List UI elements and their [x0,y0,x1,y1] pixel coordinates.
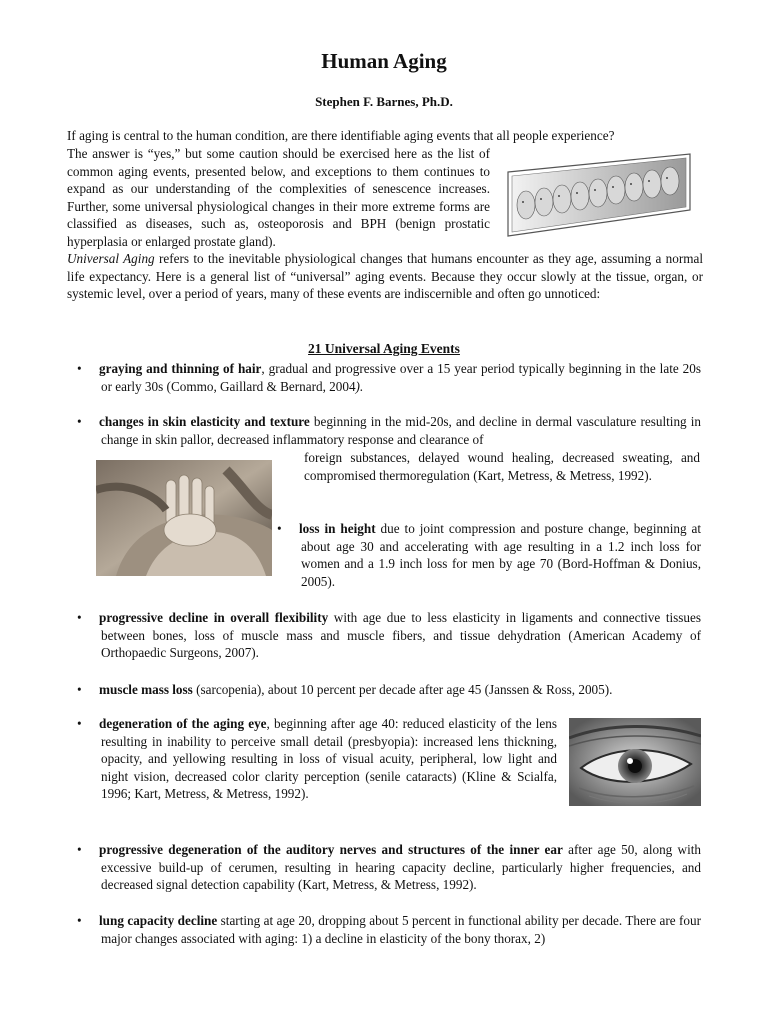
event-eye-title: degeneration of the aging eye [99,716,267,731]
bullet-marker: • [77,414,82,429]
event-hair [77,360,702,395]
universal-aging-term: Universal Aging [67,251,155,266]
event-lung-text: starting at age 20, dropping about 5 percent in functional ability per decade. There are four major changes associated with aging: 1) a decline in elasticity of the bony thorax, 2) [101,913,701,946]
event-muscle-title: muscle mass loss [99,682,193,697]
event-lung-title: lung capacity decline [99,913,218,928]
event-ear [77,841,702,894]
event-skin-text: beginning in the mid-20s, and decline in dermal vasculature resulting in change in skin pallor, decreased inflammatory response and clearance of [101,414,702,447]
intro-wrap-text: The answer is “yes,” but some caution should be exercised here as the list of common aging events, presented below, and exceptions to them continues to expand as our understanding of the complexities of senescence increases. Further, some universal physiological changes in their more extreme forms are classified as diseases, such as, osteoporosis and BPH (benign prostatic hyperplasia or enlarged prostate gland). [67,146,490,249]
event-flex-title: progressive decline in overall flexibility [99,610,329,625]
event-flex-text: with age due to less elasticity in ligaments and connective tissues between bones, loss of muscle mass and muscle fibers, and tissue dehydration (American Academy of Orthopaedic Surgeons, 2007). [101,610,702,660]
event-flexibility [77,609,702,662]
author-line: Stephen F. Barnes, Ph.D. [315,94,453,109]
event-muscle-text: (sarcopenia), about 10 percent per decade after age 45 (Janssen & Ross, 2005). [196,682,613,697]
intro-continuation [67,250,703,303]
eye-photo [569,718,701,806]
bullet-marker: • [277,521,282,536]
event-ear-text: after age 50, along with excessive build-up of cerumen, resulting in hearing capacity decline, particularly higher frequencies, and decreased signal detection capability (Kart, Metress, & Metress, 1992). [101,842,702,892]
event-ear-title: progressive degeneration of the auditory nerves and structures of the inner ear [99,842,563,857]
section-heading: 21 Universal Aging Events [308,341,460,356]
event-height [277,520,702,590]
bullet-marker: • [77,842,82,857]
event-hair-end: ). [355,378,364,394]
bullet-marker: • [77,610,82,625]
event-lung [77,912,701,947]
event-skin [77,413,702,448]
document-title: Human Aging [321,49,447,73]
bullet-marker: • [77,716,82,731]
bullet-marker: • [77,682,82,697]
event-eye [77,715,557,803]
aging-faces-image [504,150,692,238]
event-muscle [77,681,701,699]
intro-wrapped-text [67,145,490,250]
bullet-marker: • [77,361,82,376]
event-skin-title: changes in skin elasticity and texture [99,414,310,429]
bullet-marker: • [77,913,82,928]
event-hair-text: , gradual and progressive over a 15 year period typically beginning in the late 20s or early 30s (Commo, Gaillard & Bernard, 2004 [101,361,702,394]
event-skin-text-2: foreign substances, delayed wound healing, decreased sweating, and compromised thermoregulation (Kart, Metress, & Metress, 1992). [304,450,700,483]
event-skin-continued [304,449,700,484]
hands-photo [96,460,272,576]
event-height-text: due to joint compression and posture change, beginning at about age 30 and accelerating with age resulting in a 1.2 inch loss for women and a 1.9 inch loss for men by age 70 (Bord-Hoffman & Donius, 2005). [301,521,702,589]
intro-tail-text: refers to the inevitable physiological changes that humans encounter as they age, assuming a normal life expectancy. Here is a general list of “universal” aging events. Because they occur slowly at the tissue, organ, or systemic level, over a period of years, many of these events are indiscernible and often go unnoticed: [67,251,704,301]
event-hair-title: graying and thinning of hair [99,361,262,376]
intro-line-1: If aging is central to the human condition, are there identifiable aging events that all people experience? [67,128,615,143]
event-height-title: loss in height [299,521,376,536]
event-eye-text: , beginning after age 40: reduced elasticity of the lens resulting in inability to perceive small detail (presbyopia): increased lens thickning, opacity, and yellowing resulting in loss of visual acuity, peripheral, low light and night vision, decreased color clarity perception (senile cataracts) (Kline & Scialfa, 1996; Kart, Metress, & Metress, 1992). [101,716,557,801]
